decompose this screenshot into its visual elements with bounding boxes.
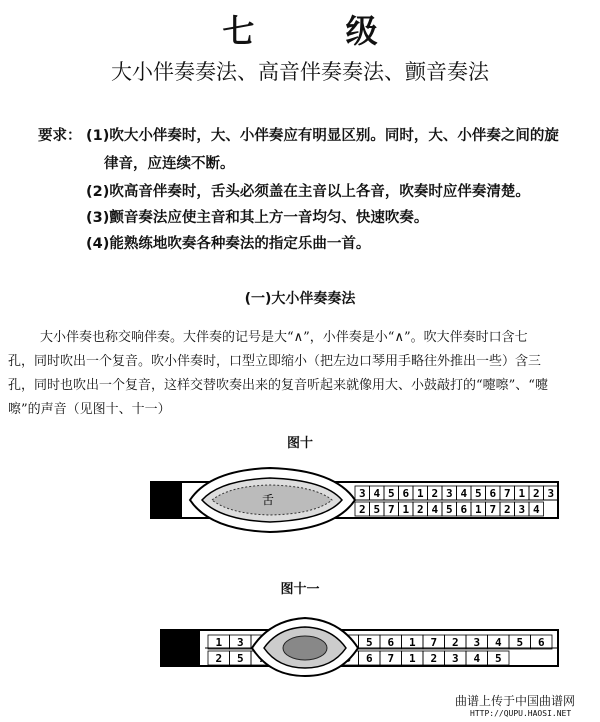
hole-digit-bottom: 7	[387, 652, 395, 665]
requirement-item-1: (1)吹大小伴奏时，大、小伴奏应有明显区别。同时，大、小伴奏之间的旋	[86, 128, 559, 144]
hole-digit-top: 7	[430, 636, 438, 649]
hole-digit-bottom: 4	[431, 503, 439, 516]
hole-digit-top: 3	[445, 487, 453, 500]
hole-digit-top: 3	[473, 636, 481, 649]
hole-digit-top: 2	[431, 487, 439, 500]
hole-digit-bottom: 2	[358, 503, 366, 516]
hole-digit-top: 2	[451, 636, 459, 649]
tongue-label: 舌	[262, 493, 275, 507]
hole-digit-bottom: 2	[430, 652, 438, 665]
hole-digit-bottom: 1	[408, 652, 416, 665]
hole-digit-top: 6	[387, 636, 395, 649]
hole-digit-top: 6	[489, 487, 497, 500]
hole-digit-top: 4	[373, 487, 381, 500]
hole-digit-top: 3	[358, 487, 366, 500]
hole-digit-top: 4	[494, 636, 502, 649]
figure-10-caption: 图十	[286, 436, 313, 451]
hole-digit-top: 4	[460, 487, 468, 500]
hole-digit-bottom: 7	[387, 503, 395, 516]
body-line-3: 孔，同时也吹出一个复音，这样交替吹奏出来的复音听起来就像用大、小鼓敲打的“嚏嚓”、“嚏	[8, 378, 548, 393]
hole-digit-top: 7	[503, 487, 511, 500]
hole-digit-top: 5	[474, 487, 482, 500]
hole-digit-bottom: 4	[473, 652, 481, 665]
hole-digit-bottom: 7	[489, 503, 497, 516]
watermark-site-name: 曲谱上传于中国曲谱网	[455, 694, 576, 708]
hole-digit-bottom: 5	[445, 503, 453, 516]
hole-digit-top: 6	[537, 636, 545, 649]
watermark-url: HTTP://QUPU.HAOSI.NET	[470, 709, 572, 718]
page-title: 七 级	[222, 12, 418, 50]
body-line-1: 大小伴奏也称交响伴奏。大伴奏的记号是大“∧”，小伴奏是小“∧”。吹大伴奏时口含七	[40, 330, 528, 345]
requirement-item-1-continued: 律音，应连续不断。	[104, 156, 235, 172]
hole-digit-bottom: 1	[474, 503, 482, 516]
hole-digit-top: 1	[518, 487, 526, 500]
page-subtitle: 大小伴奏奏法、高音伴奏奏法、颤音奏法	[111, 60, 489, 84]
hole-digit-top: 5	[516, 636, 524, 649]
requirements-label: 要求：	[38, 128, 82, 144]
harmonica-end-cap	[160, 630, 200, 666]
hole-digit-bottom: 2	[416, 503, 424, 516]
hole-digit-top: 1	[408, 636, 416, 649]
hole-digit-top: 5	[387, 487, 395, 500]
hole-digit-bottom: 5	[373, 503, 381, 516]
hole-digit-bottom: 5	[494, 652, 502, 665]
hole-digit-top: 5	[365, 636, 373, 649]
hole-digit-bottom: 3	[451, 652, 459, 665]
hole-digit-bottom: 6	[460, 503, 468, 516]
section-heading: (一)大小伴奏奏法	[244, 291, 356, 307]
hole-digit-top: 6	[402, 487, 410, 500]
hole-digit-bottom: 6	[365, 652, 373, 665]
hole-digit-bottom: 1	[402, 503, 410, 516]
hole-digit-bottom: 3	[518, 503, 526, 516]
figure-10-harmonica	[150, 464, 560, 534]
figure-11-caption: 图十一	[280, 582, 320, 597]
hole-digit-bottom: 2	[503, 503, 511, 516]
hole-digit-top: 1	[416, 487, 424, 500]
harmonica-end-cap	[150, 482, 182, 518]
requirement-item-3: (3)颤音奏法应使主音和其上方一音均匀、快速吹奏。	[86, 210, 429, 226]
hole-digit-top: 3	[236, 636, 244, 649]
hole-digit-bottom: 5	[236, 652, 244, 665]
requirement-item-4: (4)能熟练地吹奏各种奏法的指定乐曲一首。	[86, 236, 371, 252]
hole-digit-bottom: 2	[215, 652, 223, 665]
mouth-shape	[252, 618, 358, 676]
hole-digit-top: 2	[532, 487, 540, 500]
hole-digit-top: 1	[215, 636, 223, 649]
figure-11-harmonica	[160, 616, 560, 678]
body-line-4: 嚓”的声音（见图十、十一）	[8, 402, 171, 417]
requirement-item-2: (2)吹高音伴奏时，舌头必须盖在主音以上各音，吹奏时应伴奏清楚。	[86, 184, 530, 200]
hole-digit-top: 3	[547, 487, 555, 500]
body-line-2: 孔，同时吹出一个复音。吹小伴奏时，口型立即缩小（把左边口琴用手略往外推出一些）含三	[8, 354, 542, 369]
hole-digit-bottom: 4	[532, 503, 540, 516]
